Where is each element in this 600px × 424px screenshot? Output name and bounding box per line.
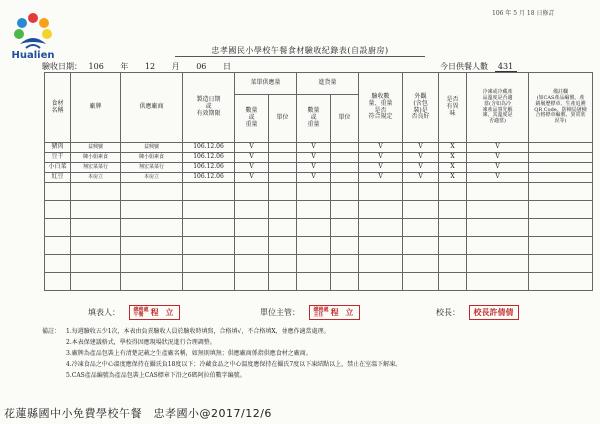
cell-date: 106.12.06	[183, 163, 235, 173]
cell-date: 106.12.06	[183, 173, 235, 183]
cell-supply-qty	[235, 183, 269, 201]
cell-ingredient: 豬肉	[45, 143, 71, 153]
principal-label: 校長：	[436, 308, 460, 317]
chief-stamp-title: 總務處 主任	[313, 307, 329, 318]
cell-date	[183, 183, 235, 201]
cell-date	[183, 219, 235, 237]
table-row	[45, 143, 593, 153]
cell-arrival-qty: V	[297, 143, 331, 153]
cell-supplier	[121, 219, 183, 237]
cell-appearance: V	[403, 173, 439, 183]
cell-remark	[529, 219, 593, 237]
cell-appearance	[403, 183, 439, 201]
chief-stamp-name: 程 立	[330, 307, 356, 317]
cell-supplier	[121, 201, 183, 219]
table-row-blank	[45, 183, 593, 201]
header-remarks: 備註欄 (如CAS產品編號、產 銷履歷標章、生產追溯 QR Code、防檢局屠檢 合格標章編號、異常狀 況等)	[529, 73, 593, 143]
header-supply-qty: 數量 或 重量	[235, 95, 269, 143]
cell-arrival-qty	[297, 201, 331, 219]
cell-appearance: V	[403, 143, 439, 153]
cell-ingredient	[45, 255, 71, 273]
cell-weight-check	[359, 255, 403, 273]
cell-arrival-qty	[297, 219, 331, 237]
cell-weight-check	[359, 183, 403, 201]
cell-supply-qty	[235, 219, 269, 237]
cell-odor: X	[439, 163, 467, 173]
cell-arrival-unit	[331, 143, 359, 153]
cell-brand	[71, 237, 121, 255]
header-weight-check: 驗收數 量、重量 是否 符合規定	[359, 73, 403, 143]
cell-brand	[71, 201, 121, 219]
date-year: 106	[88, 62, 104, 71]
cell-remark	[529, 163, 593, 173]
inspection-date	[42, 61, 231, 72]
cell-remark	[529, 237, 593, 255]
filler-stamp	[129, 305, 181, 320]
cell-date: 106.12.06	[183, 143, 235, 153]
note-item: 1.每週驗收五少1次，本表由負責驗收人員於驗收時填寫，合格填√，不合格填X，並應作適當處理。	[66, 328, 330, 335]
cell-temperature	[467, 183, 529, 201]
table-row	[45, 173, 593, 183]
chief-label: 單位主管：	[260, 308, 300, 317]
cell-odor: X	[439, 153, 467, 163]
cell-brand	[71, 273, 121, 291]
cell-supply-unit	[269, 237, 297, 255]
cell-brand: 翔宏菜菜行	[71, 163, 121, 173]
cell-weight-check: V	[359, 143, 403, 153]
cell-ingredient	[45, 237, 71, 255]
form-title: 忠孝國民小學校午餐食材驗收紀錄表(自設廚房)	[211, 46, 389, 55]
logo-text: Hualien	[11, 50, 55, 61]
cell-arrival-unit	[331, 273, 359, 291]
cell-arrival-qty	[297, 255, 331, 273]
cell-temperature	[467, 219, 529, 237]
cell-supply-unit	[269, 153, 297, 163]
date-day: 06	[196, 62, 207, 71]
cell-remark	[529, 255, 593, 273]
cell-remark	[529, 201, 593, 219]
cell-temperature: V	[467, 153, 529, 163]
cell-date	[183, 273, 235, 291]
cell-odor	[439, 237, 467, 255]
cell-brand: 益興號	[71, 143, 121, 153]
cell-supplier: 陳小姐素食	[121, 153, 183, 163]
table-body	[45, 143, 593, 291]
revised-date: 106 年 5 月 18 日修訂	[492, 10, 555, 17]
cell-arrival-unit	[331, 183, 359, 201]
cell-appearance	[403, 219, 439, 237]
meal-count	[440, 61, 517, 72]
table-row	[45, 153, 593, 163]
cell-remark	[529, 173, 593, 183]
month-unit: 月	[171, 62, 180, 71]
cell-supplier	[121, 183, 183, 201]
cell-arrival-qty	[297, 183, 331, 201]
cell-appearance	[403, 201, 439, 219]
cell-weight-check: V	[359, 163, 403, 173]
date-month: 12	[144, 62, 156, 71]
note-item: 5.CAS產品編號為產品包裝上CAS標章下沿之6碼阿拉伯數字編號。	[66, 372, 246, 379]
cell-arrival-qty: V	[297, 163, 331, 173]
cell-arrival-unit	[331, 173, 359, 183]
cell-supply-unit	[269, 173, 297, 183]
table-row-blank	[45, 201, 593, 219]
cell-temperature: V	[467, 163, 529, 173]
cell-weight-check	[359, 237, 403, 255]
meal-count-value: 431	[495, 62, 517, 72]
cell-appearance	[403, 237, 439, 255]
chief-stamp	[309, 305, 361, 320]
cell-temperature	[467, 273, 529, 291]
cell-supply-qty: V	[235, 153, 269, 163]
cell-date: 106.12.06	[183, 153, 235, 163]
cell-supplier	[121, 273, 183, 291]
header-menu-supply: 菜單供應量	[235, 73, 297, 95]
cell-supply-unit	[269, 143, 297, 153]
cell-appearance	[403, 255, 439, 273]
cell-ingredient: 豆干	[45, 153, 71, 163]
header-ingredient: 食材 名稱	[45, 73, 71, 143]
cell-ingredient	[45, 183, 71, 201]
cell-odor	[439, 255, 467, 273]
header-arrival: 進貨量	[297, 73, 359, 95]
cell-weight-check	[359, 273, 403, 291]
cell-ingredient	[45, 219, 71, 237]
year-unit: 年	[120, 62, 129, 71]
cell-remark	[529, 183, 593, 201]
cell-temperature: V	[467, 143, 529, 153]
cell-weight-check	[359, 219, 403, 237]
cell-supply-unit	[269, 255, 297, 273]
cell-arrival-qty	[297, 273, 331, 291]
cell-odor	[439, 273, 467, 291]
cell-supply-qty: V	[235, 143, 269, 153]
cell-supply-unit	[269, 163, 297, 173]
cell-supply-qty: V	[235, 173, 269, 183]
cell-supplier	[121, 237, 183, 255]
cell-supply-unit	[269, 183, 297, 201]
cell-odor	[439, 183, 467, 201]
table-row-blank	[45, 255, 593, 273]
cell-brand	[71, 219, 121, 237]
cell-brand: 本房立	[71, 173, 121, 183]
cell-supply-unit	[269, 219, 297, 237]
cell-brand	[71, 255, 121, 273]
header-supply-unit: 單位	[269, 95, 297, 143]
cell-supply-qty: V	[235, 163, 269, 173]
header-arrival-unit: 單位	[331, 95, 359, 143]
cell-temperature: V	[467, 173, 529, 183]
cell-odor	[439, 219, 467, 237]
meal-count-label: 今日供餐人數	[440, 62, 488, 71]
note-item: 3.廠牌為產品包裝上有清楚記載之生產廠名稱，如無則填無；供應廠商係指供應食材之廠商。	[66, 350, 312, 357]
cell-supply-qty	[235, 237, 269, 255]
filler-label: 填表人：	[88, 308, 120, 317]
cell-supply-qty	[235, 273, 269, 291]
cell-appearance: V	[403, 153, 439, 163]
cell-arrival-unit	[331, 237, 359, 255]
cell-appearance	[403, 273, 439, 291]
notes-list	[66, 326, 562, 381]
principal-signature	[436, 305, 519, 320]
header-appearance: 外觀 (含包 裝)是 否良好	[403, 73, 439, 143]
table-row	[45, 163, 593, 173]
cell-temperature	[467, 201, 529, 219]
photo-caption: 花蓮縣國中小免費學校午餐 忠孝國小@2017/12/6	[4, 407, 272, 420]
cell-weight-check	[359, 201, 403, 219]
cell-supply-qty	[235, 255, 269, 273]
cell-arrival-qty: V	[297, 173, 331, 183]
header-arrival-qty: 數量 或 重量	[297, 95, 331, 143]
filler-stamp-title: 總務處 午餐	[133, 307, 149, 318]
cell-arrival-unit	[331, 255, 359, 273]
cell-arrival-qty	[297, 237, 331, 255]
header-temperature: 冷凍或冷藏產 品溫度是否適 當(含如為冷 凍產品事先解 凍，其溫度是 否適當)	[467, 73, 529, 143]
cell-arrival-unit	[331, 163, 359, 173]
cell-remark	[529, 273, 593, 291]
cell-odor: X	[439, 143, 467, 153]
cell-weight-check: V	[359, 153, 403, 163]
cell-arrival-unit	[331, 153, 359, 163]
table-row-blank	[45, 237, 593, 255]
cell-ingredient	[45, 273, 71, 291]
cell-supplier: 益興號	[121, 143, 183, 153]
notes-label: 備註：	[42, 328, 61, 335]
cell-appearance: V	[403, 163, 439, 173]
cell-date	[183, 255, 235, 273]
filler-signature	[88, 305, 180, 320]
cell-supplier: 翔宏菜菜行	[121, 163, 183, 173]
cell-supply-qty	[235, 201, 269, 219]
cell-arrival-unit	[331, 219, 359, 237]
cell-supplier: 本房立	[121, 173, 183, 183]
cell-ingredient	[45, 201, 71, 219]
header-brand: 廠牌	[71, 73, 121, 143]
table-row-blank	[45, 273, 593, 291]
cell-date	[183, 237, 235, 255]
cell-temperature	[467, 255, 529, 273]
cell-supply-unit	[269, 201, 297, 219]
filler-stamp-name: 程 立	[150, 307, 176, 317]
cell-ingredient: 紅豆	[45, 173, 71, 183]
cell-remark	[529, 153, 593, 163]
header-mfg-date: 製造日期 或 有效期限	[183, 73, 235, 143]
cell-arrival-qty: V	[297, 153, 331, 163]
inspection-table	[44, 72, 593, 291]
day-unit: 日	[222, 62, 231, 71]
chief-signature	[260, 305, 360, 320]
cell-brand	[71, 183, 121, 201]
note-item: 4.冷凍食品之中心溫度應保持在攝氏負18度以下；冷藏食品之中心溫度應保持在攝氏7度以下凍結點以上，禁止在室溫下解凍。	[66, 361, 402, 368]
cell-remark	[529, 143, 593, 153]
cell-supply-unit	[269, 273, 297, 291]
cell-odor: X	[439, 173, 467, 183]
header-supplier: 供應廠商	[121, 73, 183, 143]
cell-arrival-unit	[331, 201, 359, 219]
title-underline	[175, 56, 425, 57]
cell-brand: 陳小姐素食	[71, 153, 121, 163]
principal-stamp: 校長許倩倩	[469, 305, 519, 320]
note-item: 2.本表保建議格式，學校得因應現場狀況進行合理調整。	[66, 339, 216, 346]
header-odor: 是否 有異 味	[439, 73, 467, 143]
cell-date	[183, 201, 235, 219]
table-row-blank	[45, 219, 593, 237]
cell-ingredient: 小白菜	[45, 163, 71, 173]
cell-odor	[439, 201, 467, 219]
date-label: 驗收日期：	[42, 62, 82, 71]
cell-temperature	[467, 237, 529, 255]
cell-weight-check: V	[359, 173, 403, 183]
notes-section	[42, 326, 562, 381]
cell-supplier	[121, 255, 183, 273]
